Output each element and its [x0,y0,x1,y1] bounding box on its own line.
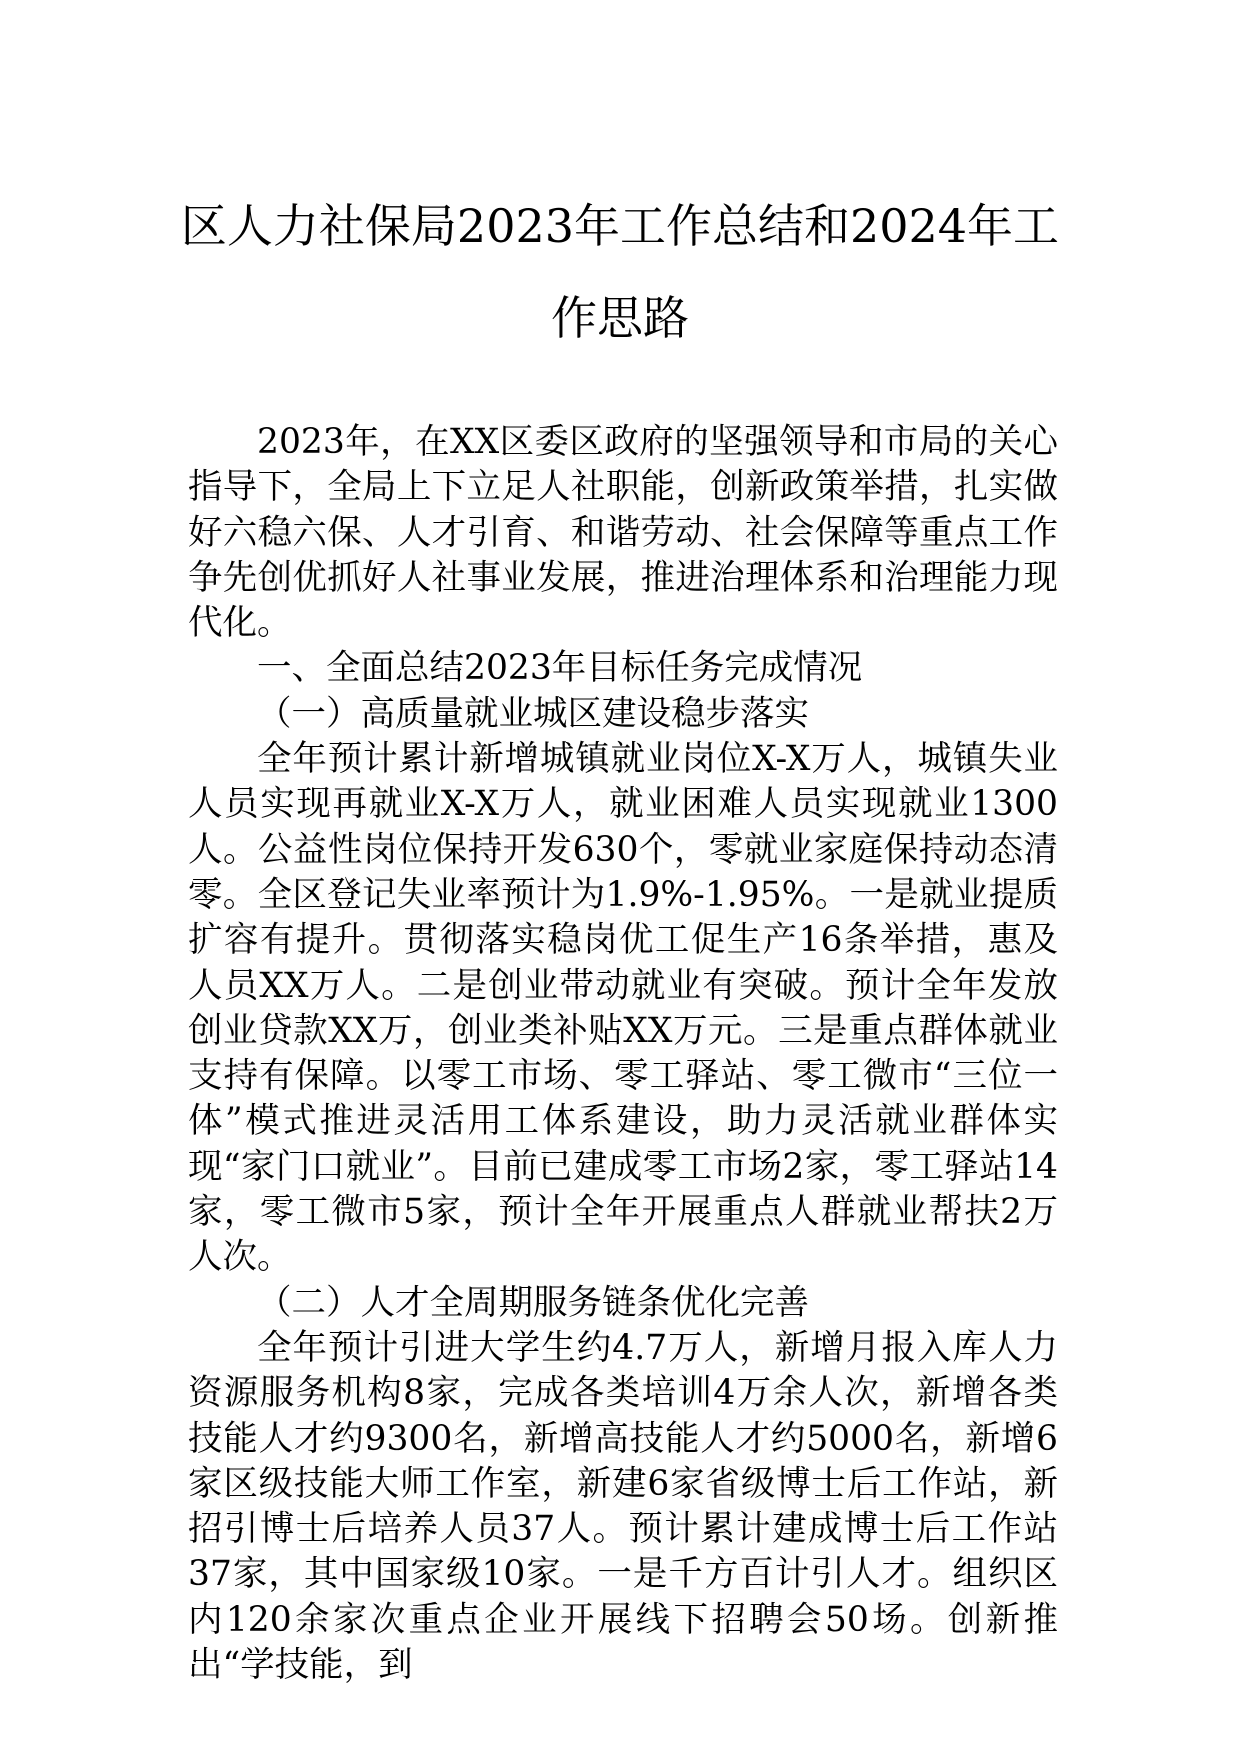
section-heading-1: 一、全面总结2023年目标任务完成情况 [257,648,863,689]
subsection-heading-1: （一）高质量就业城区建设稳步落实 [257,693,809,734]
talent-paragraph: 全年预计引进大学生约4.7万人，新增月报入库人力资源服务机构8家，完成各类培训4万余人次，新增各类技能人才约9300名，新增高技能人才约5000名，新增6家区级技能大师工作室，新建6家省级博士后工作站，新招引博士后培养人员37人。预计累计建成博士后工作站37家，其中国家级10家。一是千方百计引人才。组织区内120余家次重点企业开展线下招聘会50场。创新推出“学技能，到 [188,1327,1058,1686]
employment-paragraph: 全年预计累计新增城镇就业岗位X-X万人，城镇失业人员实现再就业X-X万人，就业困难人员实现就业1300人。公益性岗位保持开发630个，零就业家庭保持动态清零。全区登记失业率预计为1.9%-1.95%。一是就业提质扩容有提升。贯彻落实稳岗优工促生产16条举措，惠及人员XX万人。二是创业带动就业有突破。预计全年发放创业贷款XX万，创业类补贴XX万元。三是重点群体就业支持有保障。以零工市场、零工驿站、零工微市“三位一体”模式推进灵活用工体系建设，助力灵活就业群体实现“家门口就业”。目前已建成零工市场2家，零工驿站14家，零工微市5家，预计全年开展重点人群就业帮扶2万人次。 [188,739,1058,1278]
document-title: 区人力社保局2023年工作总结和2024年工作思路 [180,199,1060,345]
subsection-heading-2: （二）人才全周期服务链条优化完善 [257,1282,809,1323]
document-body [188,420,1058,1688]
intro-paragraph: 2023年，在XX区委区政府的坚强领导和市局的关心指导下，全局上下立足人社职能，创新政策举措，扎实做好六稳六保、人才引育、和谐劳动、社会保障等重点工作争先创优抓好人社事业发展，推进治理体系和治理能力现代化。 [188,422,1058,644]
